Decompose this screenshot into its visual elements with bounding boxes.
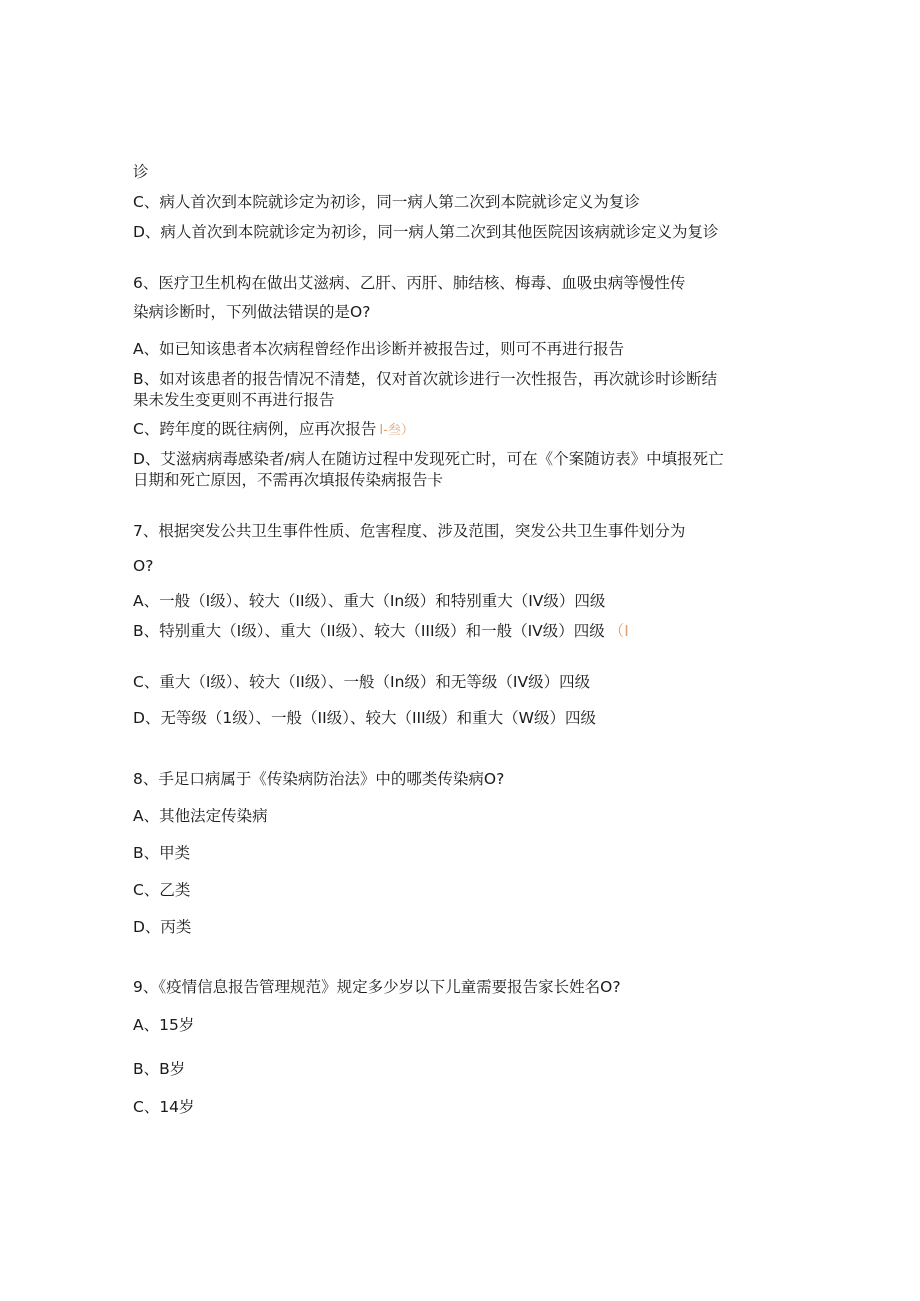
q9-option-b: B、B岁: [133, 1060, 186, 1078]
q9-option-a: A、15岁: [133, 1016, 195, 1034]
prev-option-c: C、病人首次到本院就诊定为初诊，同一病人第二次到本院就诊定义为复诊: [133, 193, 640, 211]
q8-option-a: A、其他法定传染病: [133, 807, 268, 825]
q6-option-c-text: C、跨年度的既往病例，应再次报告: [133, 420, 377, 438]
q8-option-b: B、甲类: [133, 844, 191, 862]
prev-question-continuation: 诊: [133, 163, 149, 181]
q7-option-c: C、重大（I级）、较大（II级）、一般（In级）和无等级（IV级）四级: [133, 673, 591, 691]
q8-question: 8、手足口病属于《传染病防治法》中的哪类传染病O?: [133, 770, 505, 788]
q8-option-c: C、乙类: [133, 881, 191, 899]
q6-question-line2: 染病诊断时，下列做法错误的是O?: [133, 303, 371, 321]
q6-option-c-mark: I-叁）: [379, 423, 414, 438]
q9-question: 9、《疫情信息报告管理规范》规定多少岁以下儿童需要报告家长姓名O?: [133, 978, 621, 996]
q7-option-b: [133, 620, 629, 642]
q6-option-b-line1: B、如对该患者的报告情况不清楚，仅对首次就诊进行一次性报告，再次就诊时诊断结: [133, 370, 718, 388]
q7-question-line2: O?: [133, 557, 154, 575]
prev-option-d: D、病人首次到本院就诊定为初诊，同一病人第二次到其他医院因该病就诊定义为复诊: [133, 223, 719, 241]
q7-option-d: D、无等级（1级）、一般（II级）、较大（III级）和重大（W级）四级: [133, 709, 596, 727]
q7-option-a: A、一般（I级）、较大（II级）、重大（In级）和特别重大（IV级）四级: [133, 592, 606, 610]
q7-question-line1: 7、根据突发公共卫生事件性质、危害程度、涉及范围，突发公共卫生事件划分为: [133, 522, 686, 540]
q7-option-b-mark: （I: [608, 622, 629, 640]
q6-question-line1: 6、医疗卫生机构在做出艾滋病、乙肝、丙肝、肺结核、梅毒、血吸虫病等慢性传: [133, 274, 686, 292]
q9-option-c: C、14岁: [133, 1098, 195, 1116]
q6-option-c: [133, 418, 414, 442]
q6-option-d-line1: D、艾滋病病毒感染者/病人在随访过程中发现死亡时，可在《个案随访表》中填报死亡: [133, 450, 724, 468]
q6-option-b-line2: 果未发生变更则不再进行报告: [133, 391, 335, 409]
q8-option-d: D、丙类: [133, 918, 192, 936]
q6-option-a: A、如已知该患者本次病程曾经作出诊断并被报告过，则可不再进行报告: [133, 340, 625, 358]
q6-option-d-line2: 日期和死亡原因，不需再次填报传染病报告卡: [133, 471, 444, 489]
q7-option-b-text: B、特别重大（I级）、重大（II级）、较大（III级）和一般（IV级）四级: [133, 622, 605, 640]
